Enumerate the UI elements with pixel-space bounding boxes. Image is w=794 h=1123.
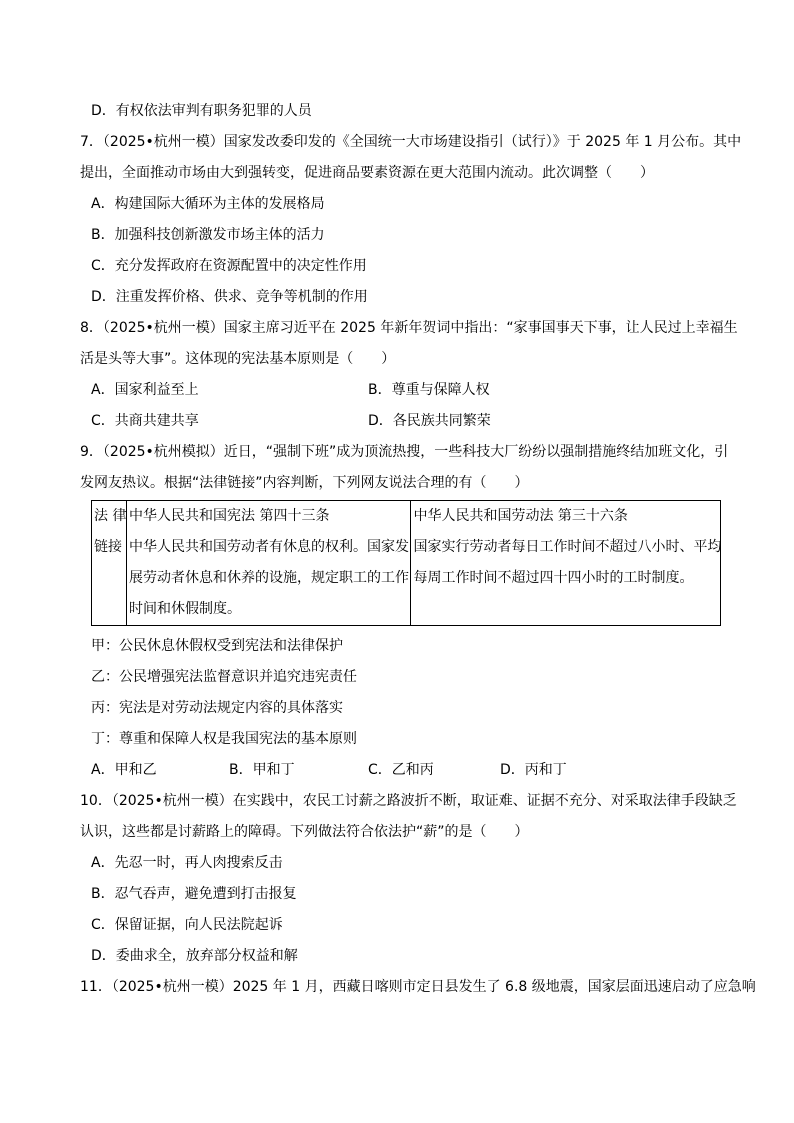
q10-option-b: B．忍气吞声，避免遭到打击报复 [91,886,297,902]
q8-option-c: C．共商共建共享 [91,413,199,429]
q7-stem-line1: 7．（2025•杭州一模）国家发改委印发的《全国统一大市场建设指引（试行）》于 2025 年 1 月公布。其中 [80,134,742,150]
q9-option-a: A．甲和乙 [91,762,157,778]
labor-law-article-title: 中华人民共和国劳动法 第三十六条 [413,508,628,524]
q10-stem-line2: 认识，这些都是讨薪路上的障碍。下列做法符合依法护“薪”的是（ ） [80,824,529,840]
q8-option-d: D．各民族共同繁荣 [368,413,491,429]
q9-option-c: C．乙和丙 [368,762,434,778]
q9-statement-jia: 甲：公民休息休假权受到宪法和法律保护 [91,638,343,654]
q9-stem-line2: 发网友热议。根据“法律链接”内容判断，下列网友说法合理的有（ ） [80,475,529,491]
q8-option-a: A．国家利益至上 [91,382,199,398]
labor-law-article-cell [411,501,721,626]
q8-stem-line1: 8．（2025•杭州一模）国家主席习近平在 2025 年新年贺词中指出：“家事国事天下事，让人民过上幸福生 [80,320,738,336]
q7-option-c: C．充分发挥政府在资源配置中的决定性作用 [91,258,367,274]
labor-law-article-text-line2: 每周工作时间不超过四十四小时的工时制度。 [413,570,694,586]
law-link-label [92,501,127,626]
constitution-article-text-line2: 展劳动者休息和休养的设施，规定职工的工作 [129,570,410,586]
q9-option-d: D．丙和丁 [500,762,567,778]
q9-option-b: B．甲和丁 [229,762,295,778]
q10-option-a: A．先忍一时，再人肉搜索反击 [91,855,283,871]
law-link-label-line2: 链接 [94,539,122,555]
q7-option-d: D．注重发挥价格、供求、竞争等机制的作用 [91,289,368,305]
q7-option-b: B．加强科技创新激发市场主体的活力 [91,227,325,243]
q7-stem-line2: 提出，全面推动市场由大到强转变，促进商品要素资源在更大范围内流动。此次调整（ ） [80,165,654,181]
q6-option-d: D．有权依法审判有职务犯罪的人员 [91,103,312,119]
q9-statement-ding: 丁：尊重和保障人权是我国宪法的基本原则 [91,731,357,747]
q8-option-b: B．尊重与保障人权 [368,382,490,398]
constitution-article-text-line1: 中华人民共和国劳动者有休息的权利。国家发 [129,539,410,555]
q11-stem-line1: 11．（2025•杭州一模）2025 年 1 月，西藏日喀则市定日县发生了 6.8 级地震，国家层面迅速启动了应急响 [80,979,756,995]
q9-statement-yi: 乙：公民增强宪法监督意识并追究违宪责任 [91,669,357,685]
constitution-article-title: 中华人民共和国宪法 第四十三条 [129,508,330,524]
law-link-table [91,500,721,626]
q7-option-a: A．构建国际大循环为主体的发展格局 [91,196,325,212]
constitution-article-text-line3: 时间和休假制度。 [129,601,242,617]
labor-law-article-text-line1: 国家实行劳动者每日工作时间不超过八小时、平均 [413,539,722,555]
q9-statement-bing: 丙：宪法是对劳动法规定内容的具体落实 [91,700,343,716]
q10-option-d: D．委曲求全，放弃部分权益和解 [91,948,298,964]
constitution-article-cell [127,501,411,626]
q9-stem-line1: 9．（2025•杭州模拟）近日，“强制下班”成为顶流热搜，一些科技大厂纷纷以强制措施终结加班文化，引 [80,444,729,460]
q10-stem-line1: 10．（2025•杭州一模）在实践中，农民工讨薪之路波折不断，取证难、证据不充分、对采取法律手段缺乏 [80,793,737,809]
q10-option-c: C．保留证据，向人民法院起诉 [91,917,283,933]
law-link-label-line1: 法 律 [94,508,127,524]
q8-stem-line2: 活是头等大事”。这体现的宪法基本原则是（ ） [80,351,396,367]
